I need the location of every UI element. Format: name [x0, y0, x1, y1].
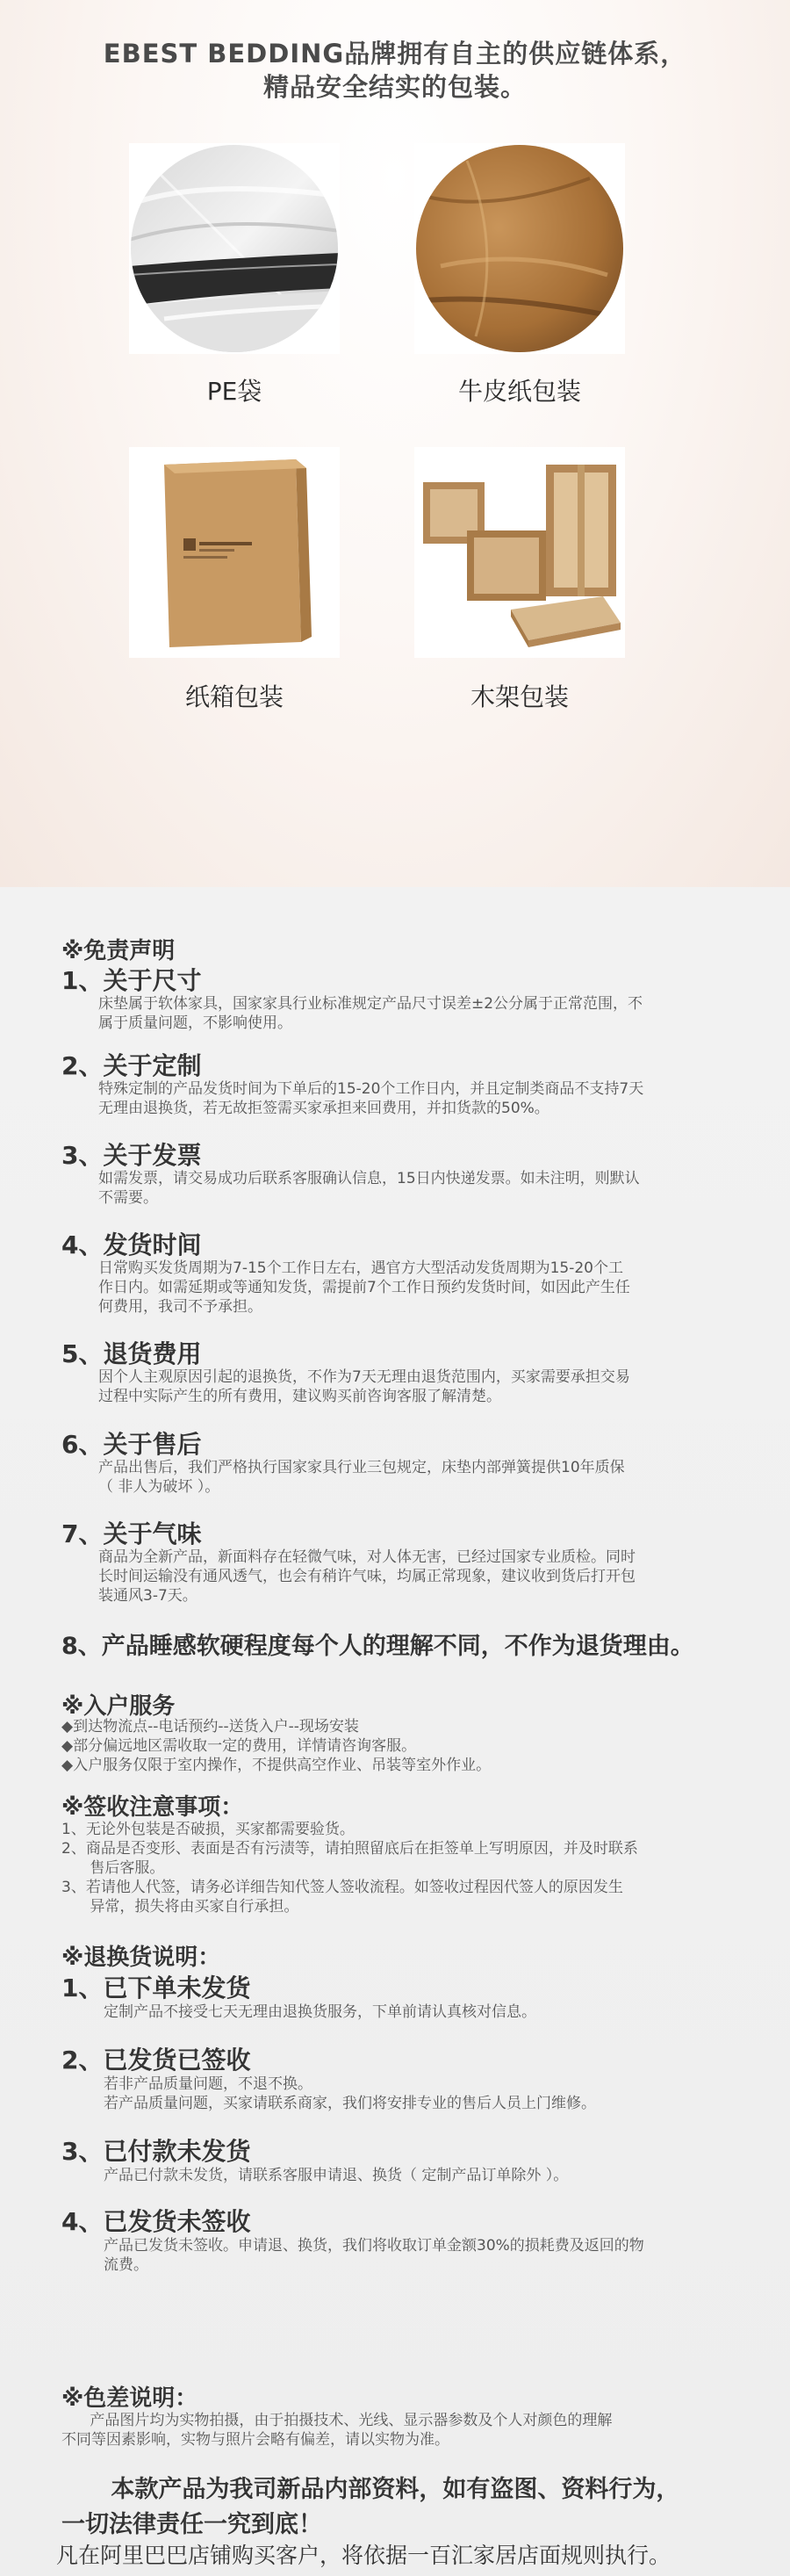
- disclaimer-item-3-title: 3、关于发票: [61, 1141, 202, 1170]
- disclaimer-statement-8: 8、产品睡感软硬程度每个人的理解不同，不作为退货理由。: [61, 1633, 694, 1660]
- returns-item-3-body: [104, 2166, 771, 2185]
- receipt-body: [61, 1820, 755, 1916]
- disclaimer-item-4-body: [98, 1259, 765, 1317]
- body-line: 产品已发货未签收。申请退、换货，我们将收取订单金额30%的损耗费及返回的物: [104, 2237, 644, 2255]
- body-line: 日常购买发货周期为7-15个工作日左右，遇官方大型活动发货周期为15-20个工: [98, 1259, 623, 1277]
- returns-item-4-body: [104, 2236, 771, 2275]
- kraft-paper-image: [414, 143, 625, 354]
- install-body: [61, 1717, 746, 1775]
- receipt-heading: ※签收注意事项：: [61, 1794, 244, 1821]
- returns-item-1-body: [104, 2002, 771, 2022]
- info-section: [0, 887, 790, 2576]
- returns-item-2-body: [104, 2075, 771, 2113]
- disclaimer-item-4-title: 4、发货时间: [61, 1230, 202, 1259]
- body-line: 商品为全新产品，新面料存在轻微气味，对人体无害，已经过国家专业质检。同时: [98, 1548, 636, 1566]
- carton-image: [129, 447, 340, 658]
- packaging-title-line1: EBEST BEDDING品牌拥有自主的供应链体系，: [103, 39, 687, 69]
- copyright-line2: 一切法律责任一究到底！: [61, 2511, 322, 2538]
- receipt-line: 1、无论外包装是否破损，买家都需要验货。: [61, 1821, 355, 1838]
- disclaimer-item-2-body: [98, 1079, 765, 1118]
- body-line: 若产品质量问题，买家请联系商家，我们将安排专业的售后人员上门维修。: [104, 2095, 596, 2112]
- install-line: ◆到达物流点--电话预约--送货入户--现场安装: [61, 1718, 359, 1735]
- disclaimer-item-5-body: [98, 1367, 765, 1406]
- packaging-section: [0, 0, 790, 887]
- body-line: 特殊定制的产品发货时间为下单后的15-20个工作日内，并且定制类商品不支持7天: [98, 1080, 644, 1098]
- returns-item-2-title: 2、已发货已签收: [61, 2046, 251, 2075]
- color-body: [61, 2411, 755, 2450]
- packaging-title-line2: 精品安全结实的包装。: [262, 72, 527, 102]
- returns-item-4-title: 4、已发货未签收: [61, 2207, 251, 2236]
- packaging-title: [0, 37, 790, 104]
- install-line: ◆部分偏远地区需收取一定的费用，详情请咨询客服。: [61, 1737, 417, 1755]
- color-heading: ※色差说明：: [61, 2385, 198, 2412]
- returns-heading: ※退换货说明：: [61, 1945, 221, 1971]
- color-line: 产品图片均为实物拍摄，由于拍摄技术、光线、显示器参数及个人对颜色的理解: [61, 2412, 613, 2429]
- disclaimer-item-2-title: 2、关于定制: [61, 1051, 202, 1080]
- disclaimer-item-1-body: [98, 994, 765, 1033]
- body-line: 过程中实际产生的所有费用，建议购买前咨询客服了解清楚。: [98, 1388, 501, 1405]
- body-line: 床垫属于软体家具，国家家具行业标准规定产品尺寸误差±2公分属于正常范围，不: [98, 995, 643, 1013]
- receipt-line: 售后客服。: [61, 1859, 165, 1877]
- disclaimer-item-7-body: [98, 1548, 765, 1605]
- disclaimer-item-1-title: 1、关于尺寸: [61, 966, 202, 995]
- copyright-line1: 本款产品为我司新品内部资料，如有盗图、资料行为，: [61, 2476, 680, 2503]
- body-line: 因个人主观原因引起的退换货，不作为7天无理由退货范围内，买家需要承担交易: [98, 1368, 630, 1386]
- alibaba-rule-line: 凡在阿里巴巴店铺购买客户，将依据一百汇家居店面规则执行。: [56, 2543, 672, 2568]
- wooden-frame-label: 木架包装: [470, 682, 569, 711]
- receipt-line: 异常，损失将由买家自行承担。: [61, 1898, 299, 1916]
- body-line: 不需要。: [98, 1189, 158, 1207]
- body-line: 产品出售后，我们严格执行国家家具行业三包规定，床垫内部弹簧提供10年质保: [98, 1459, 625, 1476]
- pe-bag-label: PE袋: [206, 377, 262, 406]
- body-line: 若非产品质量问题，不退不换。: [104, 2075, 312, 2093]
- body-line: 产品已付款未发货，请联系客服申请退、换货（ 定制产品订单除外 ）。: [104, 2167, 569, 2184]
- returns-item-1-title: 1、已下单未发货: [61, 1973, 251, 2002]
- disclaimer-item-5-title: 5、退货费用: [61, 1339, 202, 1368]
- disclaimer-item-6-title: 6、关于售后: [61, 1430, 202, 1459]
- wooden-frame-image: [414, 447, 625, 658]
- install-heading: ※入户服务: [61, 1693, 176, 1720]
- color-line: 不同等因素影响，实物与照片会略有偏差，请以实物为准。: [61, 2431, 449, 2449]
- body-line: 何费用，我司不予承担。: [98, 1298, 262, 1316]
- body-line: 作日内。如需延期或等通知发货，需提前7个工作日预约发货时间，如因此产生任: [98, 1279, 630, 1296]
- body-line: 装通风3-7天。: [98, 1587, 198, 1605]
- body-line: 无理由退换货，若无故拒签需买家承担来回费用，并扣货款的50%。: [98, 1100, 549, 1117]
- disclaimer-item-6-body: [98, 1458, 765, 1497]
- body-line: 流费。: [104, 2256, 148, 2274]
- receipt-line: 2、商品是否变形、表面是否有污渍等，请拍照留底后在拒签单上写明原因，并及时联系: [61, 1840, 638, 1858]
- disclaimer-item-7-title: 7、关于气味: [61, 1519, 202, 1548]
- install-line: ◆入户服务仅限于室内操作，不提供高空作业、吊装等室外作业。: [61, 1757, 492, 1774]
- returns-item-3-title: 3、已付款未发货: [61, 2137, 251, 2166]
- body-line: 如需发票，请交易成功后联系客服确认信息，15日内快递发票。如未注明，则默认: [98, 1170, 640, 1187]
- body-line: 长时间运输没有通风透气，也会有稍许气味，均属正常现象，建议收到货后打开包: [98, 1568, 636, 1585]
- kraft-paper-label: 牛皮纸包装: [457, 377, 581, 406]
- body-line: 属于质量问题，不影响使用。: [98, 1014, 292, 1032]
- body-line: （ 非人为破坏 ）。: [98, 1478, 220, 1496]
- receipt-line: 3、若请他人代签，请务必详细告知代签人签收流程。如签收过程因代签人的原因发生: [61, 1879, 623, 1896]
- disclaimer-item-3-body: [98, 1169, 765, 1208]
- body-line: 定制产品不接受七天无理由退换货服务，下单前请认真核对信息。: [104, 2003, 536, 2021]
- disclaimer-heading: ※免责声明: [61, 938, 176, 964]
- pe-bag-image: [129, 143, 340, 354]
- carton-label: 纸箱包装: [184, 682, 284, 711]
